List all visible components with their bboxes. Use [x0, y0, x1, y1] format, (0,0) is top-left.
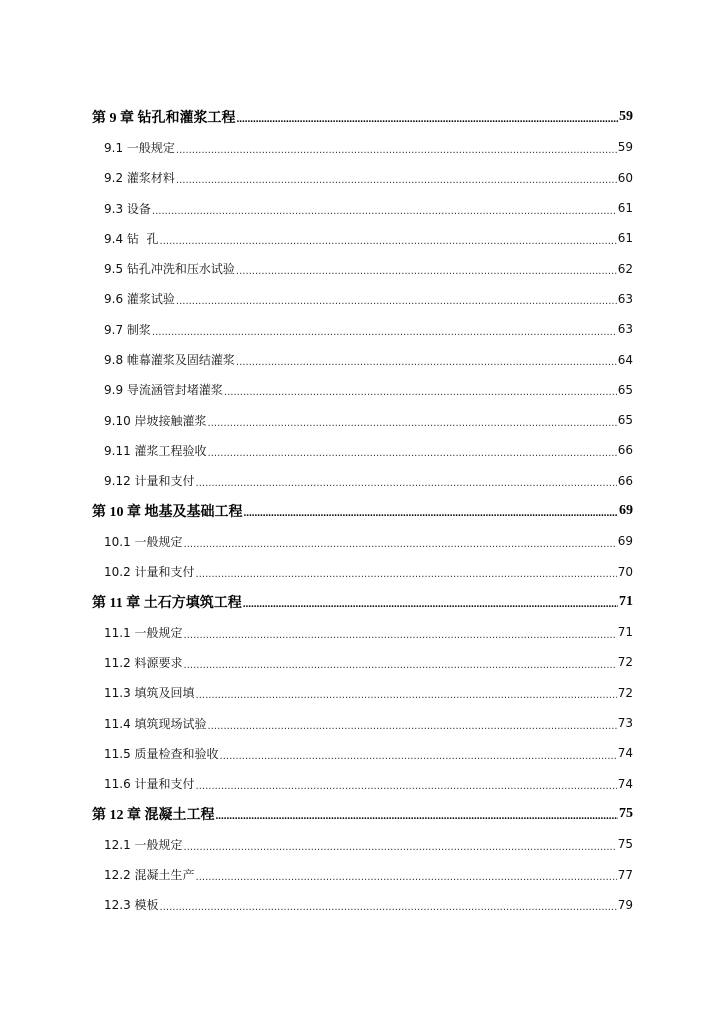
toc-entry-label: 11.5 质量检查和验收	[104, 746, 219, 761]
toc-dot-leader	[224, 387, 617, 398]
toc-section-9-6[interactable]	[0, 284, 724, 314]
toc-section-12-2[interactable]	[0, 859, 724, 889]
toc-dot-leader	[176, 145, 617, 156]
toc-section-10-1[interactable]	[0, 526, 724, 556]
toc-page-number: 69	[617, 534, 633, 549]
toc-dot-leader	[208, 418, 617, 429]
toc-dot-leader	[208, 448, 617, 459]
toc-page-number: 62	[617, 261, 633, 276]
toc-page-number: 72	[617, 685, 633, 700]
toc-dot-leader	[243, 598, 618, 610]
toc-dot-leader	[237, 113, 619, 125]
toc-entry-label: 9.1 一般规定	[104, 140, 175, 155]
toc-section-11-1[interactable]	[0, 617, 724, 647]
toc-section-10-2[interactable]	[0, 556, 724, 586]
toc-page-number: 61	[617, 201, 633, 216]
toc-page-number: 66	[617, 443, 633, 458]
toc-page-number: 66	[617, 473, 633, 488]
toc-entry-label: 9.10 岸坡接触灌浆	[104, 413, 207, 428]
toc-section-9-9[interactable]	[0, 375, 724, 405]
toc-section-9-10[interactable]	[0, 405, 724, 435]
toc-page-number: 71	[617, 625, 633, 640]
toc-page-number: 60	[617, 170, 633, 185]
toc-section-11-2[interactable]	[0, 647, 724, 677]
toc-entry-label: 9.8 帷幕灌浆及固结灌浆	[104, 353, 235, 368]
toc-page-number: 59	[617, 140, 633, 155]
toc-page-number: 69	[619, 503, 633, 518]
toc-dot-leader	[220, 751, 617, 762]
toc-entry-label: 9.6 灌浆试验	[104, 292, 175, 307]
toc-section-11-3[interactable]	[0, 678, 724, 708]
toc-page-number: 65	[617, 413, 633, 428]
toc-dot-leader	[184, 660, 617, 671]
toc-entry-label: 11.2 料源要求	[104, 655, 183, 670]
toc-dot-leader	[176, 175, 617, 186]
toc-entry-label: 11.4 填筑现场试验	[104, 716, 207, 731]
toc-page-number: 65	[617, 382, 633, 397]
toc-entry-label: 12.2 混凝土生产	[104, 868, 195, 883]
toc-chapter-12[interactable]	[0, 799, 724, 829]
toc-entry-label: 9.9 导流涵管封堵灌浆	[104, 383, 223, 398]
toc-dot-leader	[160, 902, 617, 913]
toc-entry-label: 11.6 计量和支付	[104, 777, 195, 792]
toc-dot-leader	[152, 327, 617, 338]
toc-section-9-2[interactable]	[0, 163, 724, 193]
toc-page-number: 61	[617, 231, 633, 246]
toc-dot-leader	[244, 507, 619, 519]
toc-section-11-4[interactable]	[0, 708, 724, 738]
toc-page-number: 73	[617, 716, 633, 731]
toc-dot-leader	[184, 842, 617, 853]
toc-section-9-8[interactable]	[0, 344, 724, 374]
toc-entry-label: 第 11 章 土石方填筑工程	[92, 595, 242, 611]
toc-section-9-12[interactable]	[0, 466, 724, 496]
toc-entry-label: 9.3 设备	[104, 201, 151, 216]
toc-entry-label: 第 12 章 混凝土工程	[92, 807, 215, 823]
toc-entry-label: 12.1 一般规定	[104, 837, 183, 852]
toc-page-number: 71	[619, 593, 633, 609]
toc-page-number: 63	[617, 322, 633, 337]
toc-section-9-4[interactable]	[0, 223, 724, 253]
toc-section-11-6[interactable]	[0, 769, 724, 799]
toc-entry-label: 9.4 钻 孔	[104, 231, 159, 246]
toc-dot-leader	[160, 236, 617, 247]
toc-chapter-9[interactable]	[0, 102, 724, 132]
toc-chapter-11[interactable]	[0, 587, 724, 617]
toc-dot-leader	[196, 690, 617, 701]
toc-page-number: 75	[617, 837, 633, 852]
toc-dot-leader	[152, 206, 617, 217]
toc-page-number: 70	[617, 564, 633, 579]
table-of-contents	[0, 102, 724, 920]
toc-dot-leader	[176, 296, 617, 307]
toc-page-number: 74	[617, 746, 633, 761]
toc-dot-leader	[236, 266, 617, 277]
toc-section-9-3[interactable]	[0, 193, 724, 223]
toc-entry-label: 9.5 钻孔冲洗和压水试验	[104, 262, 235, 277]
toc-chapter-10[interactable]	[0, 496, 724, 526]
toc-section-12-1[interactable]	[0, 829, 724, 859]
toc-page-number: 63	[617, 291, 633, 306]
toc-page-number: 72	[617, 655, 633, 670]
toc-page-number: 77	[617, 867, 633, 882]
toc-entry-label: 10.1 一般规定	[104, 534, 183, 549]
toc-section-9-7[interactable]	[0, 314, 724, 344]
toc-dot-leader	[236, 357, 617, 368]
toc-dot-leader	[196, 872, 617, 883]
toc-section-11-5[interactable]	[0, 738, 724, 768]
toc-section-12-3[interactable]	[0, 890, 724, 920]
toc-section-9-11[interactable]	[0, 435, 724, 465]
toc-entry-label: 9.12 计量和支付	[104, 474, 195, 489]
toc-entry-label: 9.7 制浆	[104, 322, 151, 337]
toc-dot-leader	[216, 810, 619, 822]
toc-dot-leader	[208, 721, 617, 732]
toc-dot-leader	[196, 569, 617, 580]
toc-dot-leader	[184, 630, 617, 641]
toc-entry-label: 10.2 计量和支付	[104, 565, 195, 580]
toc-entry-label: 第 10 章 地基及基础工程	[92, 505, 243, 520]
toc-section-9-5[interactable]	[0, 253, 724, 283]
toc-section-9-1[interactable]	[0, 132, 724, 162]
toc-entry-label: 9.11 灌浆工程验收	[104, 443, 207, 458]
toc-entry-label: 12.3 模板	[104, 898, 159, 913]
toc-entry-label: 11.3 填筑及回填	[104, 686, 195, 701]
toc-entry-label: 9.2 灌浆材料	[104, 171, 175, 186]
toc-dot-leader	[184, 539, 617, 550]
toc-entry-label: 第 9 章 钻孔和灌浆工程	[92, 111, 236, 127]
toc-page-number: 75	[619, 805, 633, 821]
toc-page-number: 59	[619, 109, 633, 125]
toc-page-number: 74	[617, 776, 633, 791]
toc-page-number: 79	[617, 897, 633, 912]
toc-page-number: 64	[617, 352, 633, 367]
toc-entry-label: 11.1 一般规定	[104, 625, 183, 640]
toc-dot-leader	[196, 478, 617, 489]
toc-dot-leader	[196, 781, 617, 792]
